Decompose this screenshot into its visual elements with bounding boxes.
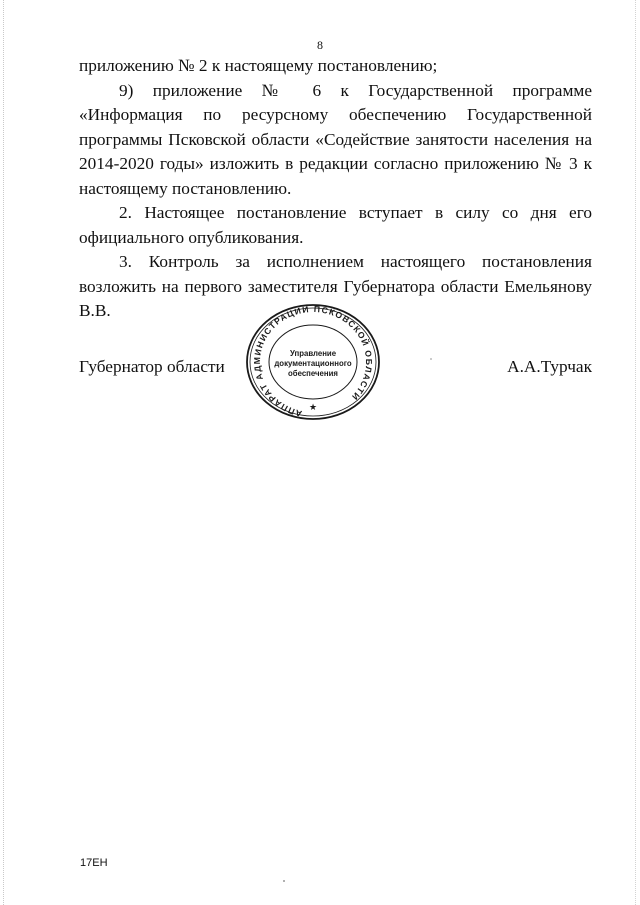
document-body xyxy=(79,54,592,324)
scan-speck xyxy=(430,358,432,360)
stamp-ring-textpath: АППАРАТ АДМИНИСТРАЦИИ ПСКОВСКОЙ ОБЛАСТИ xyxy=(251,303,375,419)
signer-name: А.А.Турчак xyxy=(507,357,592,376)
paragraph-item-9: 9) приложение № 6 к Государственной программе «Информация по ресурсному обеспечению Государственной программы Псковской области «Содействие занятости населения на 2014-2020 годы» изложить в редакции согласно приложению № 3 к настоящему постановлению. xyxy=(79,80,592,198)
footer-code: 17ЕН xyxy=(80,857,108,869)
stamp-center-line1: Управление xyxy=(289,349,337,358)
stamp-star-icon: ★ xyxy=(308,402,318,412)
signer-position: Губернатор области xyxy=(79,357,225,376)
paragraph-continuation: приложению № 2 к настоящему постановлению; xyxy=(79,56,438,75)
scan-edge-right xyxy=(635,0,637,905)
scan-speck-footer xyxy=(283,880,285,882)
official-stamp xyxy=(245,302,381,422)
paragraph-item-2: 2. Настоящее постановление вступает в силу со дня его официального опубликования. xyxy=(79,203,592,247)
page-number: 8 xyxy=(317,38,323,52)
scan-edge-left xyxy=(3,0,5,905)
paragraph-item-3: 3. Контроль за исполнением настоящего постановления возложить на первого заместителя Губернатора области Емельянову В.В. xyxy=(79,252,592,320)
stamp-center-line2: документационного xyxy=(274,359,352,368)
stamp-center-line3: обеспечения xyxy=(288,369,338,378)
